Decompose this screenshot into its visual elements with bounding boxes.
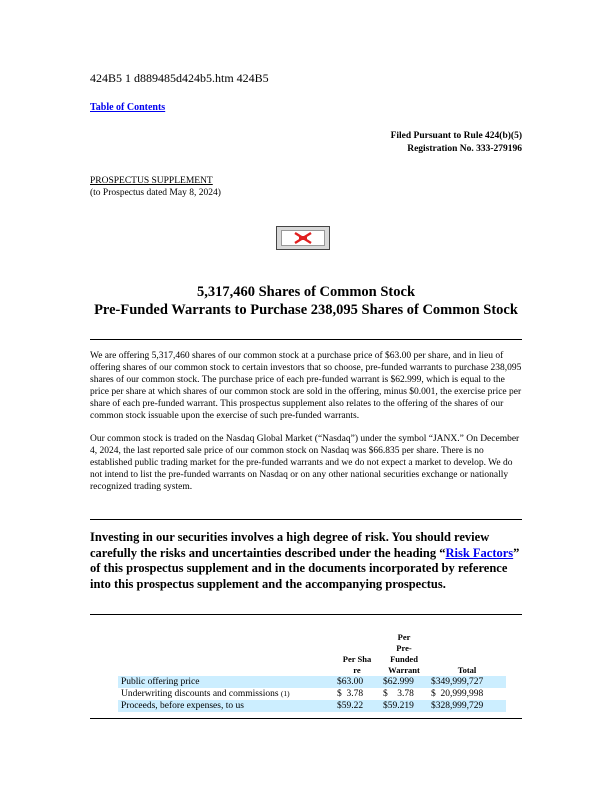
divider (90, 614, 522, 615)
total-cell: $328,999,729 (428, 700, 506, 712)
divider (90, 718, 522, 719)
market-paragraph: Our common stock is traded on the Nasdaq Global Market (“Nasdaq”) under the symbol “JANX.” On December 4, 2024, the last reported sale price of our common stock on Nasdaq was $66.835 per share. There is no established public trading market for the pre-funded warrants and we do not expect a market to develop. We do not intend to list the pre-funded warrants on Nasdaq or on any other national securities exchange or nationally recognized trading system. (90, 434, 520, 492)
per-share-cell: $63.00 (334, 676, 380, 688)
filed-pursuant-line: Filed Pursuant to Rule 424(b)(5) (390, 131, 522, 141)
risk-text-before: Investing in our securities involves a high degree of risk. You should review carefully the risks and uncertainties described under the heading “ (90, 530, 490, 560)
offering-shares-title: 5,317,460 Shares of Common Stock (196, 284, 416, 300)
offering-title (90, 283, 522, 319)
offering-warrants-title: Pre-Funded Warrants to Purchase 238,095 Shares of Common Stock (94, 302, 518, 318)
per-warrant-header: Per Pre- Funded Warrant (388, 632, 420, 675)
per-warrant-cell: $59.219 (380, 700, 428, 712)
risk-text-after: ” of this prospectus supplement and in the documents incorporated by reference into this prospectus supplement and the accompanying prospectus. (90, 545, 520, 591)
table-row (118, 688, 506, 700)
risk-warning (90, 530, 530, 592)
per-warrant-cell: $ 3.78 (383, 689, 414, 699)
registration-number: Registration No. 333-279196 (407, 144, 522, 154)
prospectus-supplement-heading (90, 175, 221, 199)
company-logo-icon (276, 226, 330, 250)
offering-paragraph: We are offering 5,317,460 shares of our common stock at a purchase price of $63.00 per share, and in lieu of offering shares of our common stock to certain investors that so choose, pre-funded warrants to purchase 238,095 shares of our common stock. The purchase price of each pre-funded warrant is $62.999, which is equal to the price per share at which shares of our common stock are sold in the offering, minus $0.001, the exercise price per share of each pre-funded warrant. This prospectus supplement also relates to the offering of the shares of our common stock issuable upon the exercise of such pre-funded warrants. (90, 351, 522, 421)
document-header: 424B5 1 d889485d424b5.htm 424B5 (90, 71, 269, 85)
per-share-cell: $59.22 (334, 700, 380, 712)
per-share-cell: $ 3.78 (337, 689, 364, 699)
row-label: Underwriting discounts and commissions (1) (121, 689, 290, 699)
per-warrant-cell: $62.999 (380, 676, 428, 688)
total-header: Total (457, 665, 477, 675)
per-share-header: Per Sha re (342, 654, 372, 675)
supplement-title: PROSPECTUS SUPPLEMENT (90, 176, 213, 186)
row-label: Proceeds, before expenses, to us (118, 700, 334, 712)
footnote-marker: (1) (280, 689, 290, 698)
table-row (118, 676, 506, 688)
total-cell: $ 20,999,998 (431, 689, 484, 699)
risk-factors-link[interactable]: Risk Factors (445, 545, 514, 560)
table-row (118, 700, 506, 712)
row-label: Public offering price (118, 676, 334, 688)
divider (90, 339, 522, 340)
table-header-row (118, 632, 506, 676)
pricing-table (118, 632, 506, 712)
total-cell: $349,999,727 (428, 676, 506, 688)
divider (90, 519, 522, 520)
supplement-subtitle: (to Prospectus dated May 8, 2024) (90, 188, 221, 198)
table-of-contents-link[interactable]: Table of Contents (90, 102, 166, 113)
filing-info (391, 130, 522, 156)
